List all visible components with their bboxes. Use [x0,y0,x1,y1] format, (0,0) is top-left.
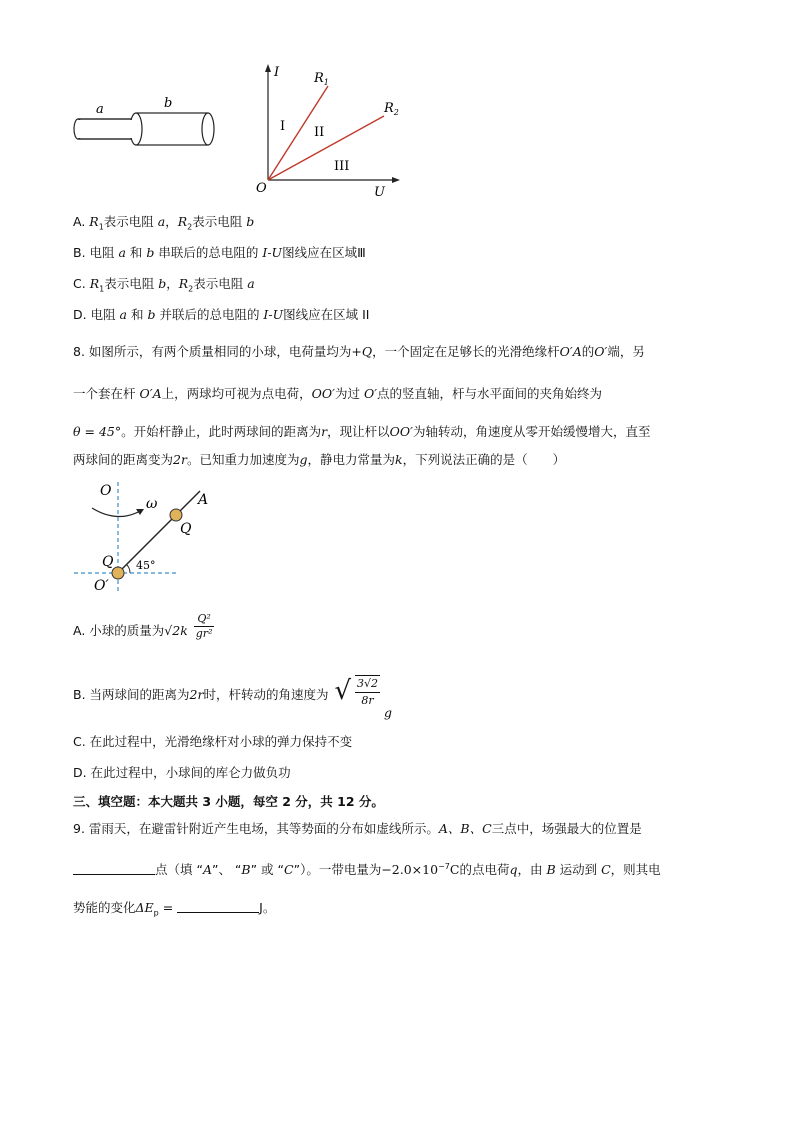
math-symbol: R [177,214,188,229]
math-subscript: p [153,908,159,918]
option-text: 和 [127,307,148,322]
math-symbol: O′ [594,344,608,359]
u-axis-label: U [374,185,385,200]
math-symbol: 2r [189,687,204,702]
resistor-a-label: a [96,102,104,117]
option-text: 并联后的总电阻的 [155,307,264,322]
math-symbol: O′ [363,386,378,401]
math-symbol: θ = 45° [73,424,122,439]
math-superscript: −7 [438,862,450,871]
question-text: 的 [581,344,595,359]
question-text: 两球间的距离变为 [73,452,174,467]
question-text: 点（填 “ [155,862,203,878]
question-text: ，下列说法正确的是（ ） [402,452,566,467]
math-symbol: R [178,276,189,291]
origin-label: O [256,181,267,196]
iu-graph-figure [250,62,420,202]
math-symbol: g [384,705,393,720]
math-symbol: r [321,424,328,439]
question-text: 上，两球均可视为点电荷， [161,386,312,401]
math-subscript: 1 [98,222,104,232]
math-symbol: ΔE [135,900,154,915]
question-text: 。已知重力加速度为 [186,452,300,467]
fraction-denominator: 8r [361,694,374,707]
math-symbol: b [158,276,167,291]
question-text: 。开始杆静止，此时两球间的距离为 [121,424,322,439]
angle-arc [127,565,131,574]
resistor-b-cylinder [136,113,208,145]
angle-label: 45° [136,559,156,572]
math-symbol: OO′ [389,424,413,439]
q8-line-1 [73,343,645,361]
omega-label: ω [146,496,158,512]
fraction [355,675,380,708]
math-symbol: A [202,862,212,878]
math-symbol: g [299,452,308,467]
math-symbol: a [119,307,127,322]
option-text: C. 在此过程中，光滑绝缘杆对小球的弹力保持不变 [73,734,353,749]
option-text: D. 在此过程中，小球间的库仑力做负功 [73,765,291,780]
math-symbol: a [247,276,255,291]
option-prefix: A. [73,214,90,229]
math-symbol: +Q [351,344,373,359]
moving-ball [170,509,182,521]
q7-option-b [73,244,366,262]
sqrt-expression [334,670,393,720]
radical-sign: √ [334,676,352,706]
q8-line-2 [73,385,602,403]
question-text: 点的竖直轴，杆与水平面间的夹角始终为 [377,386,603,401]
resistor-cylinders-figure [66,95,226,155]
option-prefix: A. 小球的质量为 [73,623,165,638]
fixed-ball [112,567,124,579]
q7-option-a [73,213,254,237]
math-symbol: O′A [559,344,582,359]
math-symbol: A、B、C [438,821,492,836]
option-text: 串联后的总电阻的 [154,245,263,260]
section-3-title: 三、填空题：本大题共 3 小题，每空 2 分，共 12 分。 [73,794,384,809]
region-1-label: I [280,119,286,134]
math-symbol: I-U [262,245,283,260]
question-text: 一个套在杆 [73,386,140,401]
question-text: 为过 [334,386,364,401]
math-symbol: b [147,307,156,322]
option-text: 和 [125,245,147,260]
region-2-label: II [314,125,325,140]
question-text: 端，另 [607,344,645,359]
q9-line-2 [73,858,661,879]
math-symbol: k [395,452,403,467]
u-axis-arrow [392,177,400,183]
math-symbol: a [157,214,166,229]
i-axis-arrow [265,64,271,72]
option-prefix: D. 电阻 [73,307,120,322]
q7-option-d [73,306,369,324]
q8-option-a [73,612,214,652]
q8-option-b [73,670,393,720]
math-symbol: R [89,214,99,229]
math-subscript: 2 [187,222,193,232]
math-subscript: 1 [99,284,105,294]
fraction-numerator: Q² [194,612,215,627]
option-text: 表示电阻 [192,214,247,229]
math-symbol: a [118,245,126,260]
option-text: 表示电阻 [103,214,158,229]
question-text: ，则其电 [610,862,661,878]
q7-option-c [73,275,255,299]
math-symbol: C [601,862,611,878]
question-text: 运动到 [555,862,602,878]
fraction-denominator: gr² [195,627,213,640]
math-symbol: b [146,245,155,260]
region-3-label: III [334,159,350,174]
fixed-q-label: Q [102,554,114,570]
question-text: ”）。一带电量为 [293,862,382,878]
answer-blank-1[interactable] [73,862,155,875]
math-symbol: = [158,900,178,915]
i-axis-label: I [274,65,280,80]
question-text: ，现让杆以 [327,424,390,439]
math-symbol: I-U [263,307,284,322]
o-prime-label: O′ [94,578,109,594]
math-symbol: O′A [139,386,162,401]
math-symbol: B [241,862,251,878]
question-text: ，由 [517,862,547,878]
rod-end-a-label: A [198,492,209,508]
math-symbol: R [89,276,100,291]
q9-line-3 [73,899,275,923]
option-text: ， [165,214,178,229]
question-text: ” 或 “ [250,862,285,878]
resistor-b-back-end [202,113,214,145]
option-prefix: B. 当两球间的距离为 [73,687,190,702]
option-text: 表示电阻 [104,276,159,291]
option-prefix: B. 电阻 [73,245,119,260]
fraction-numerator: 3√2 [355,676,380,693]
r1-label: $R_1$ [314,71,329,87]
math-symbol: √2k [164,623,188,638]
math-symbol: q [509,862,518,878]
rotation-arrow [92,508,142,517]
fraction [194,612,215,641]
math-symbol: C [449,862,460,878]
question-text: ”、 “ [211,862,242,878]
axis-o-label: O [100,483,112,499]
option-text: 时，杆转动的角速度为 [203,687,329,702]
r2-label: $R_2$ [384,101,399,117]
math-subscript: 2 [188,284,194,294]
question-text: 8. 如图所示，有两个质量相同的小球，电荷量均为 [73,344,352,359]
q8-option-c [73,733,352,751]
q9-line-1 [73,820,642,838]
option-text: 图线应在区域Ⅲ [282,245,366,260]
question-text: 势能的变化 [73,900,136,915]
math-symbol: B [546,862,556,878]
math-symbol: 2r [173,452,187,467]
r2-line [268,116,384,180]
q8-line-4 [73,451,565,469]
q8-option-d [73,764,291,782]
question-text: 为轴转动，角速度从零开始缓慢增大，直至 [412,424,651,439]
math-symbol: C [284,862,294,878]
answer-blank-2[interactable] [177,900,259,913]
option-prefix: C. [73,276,90,291]
question-text: 9. 雷雨天，在避雷针附近产生电场，其等势面的分布如虚线所示。 [73,821,439,836]
question-text: J。 [259,900,276,915]
option-text: 图线应在区域 II [283,307,370,322]
q8-line-3 [73,423,650,441]
question-text: 三点中，场强最大的位置是 [491,821,642,836]
option-text: ， [166,276,179,291]
resistor-b-label: b [164,96,173,111]
math-symbol: −2.0×10 [381,862,439,878]
question-text: ，静电力常量为 [307,452,395,467]
option-text: 表示电阻 [193,276,248,291]
math-symbol: OO′ [311,386,335,401]
question-text: 的点电荷 [459,862,510,878]
math-symbol: b [246,214,255,229]
moving-q-label: Q [180,521,192,537]
rotating-rod-figure [70,478,209,598]
question-text: ，一个固定在足够长的光滑绝缘杆 [372,344,560,359]
